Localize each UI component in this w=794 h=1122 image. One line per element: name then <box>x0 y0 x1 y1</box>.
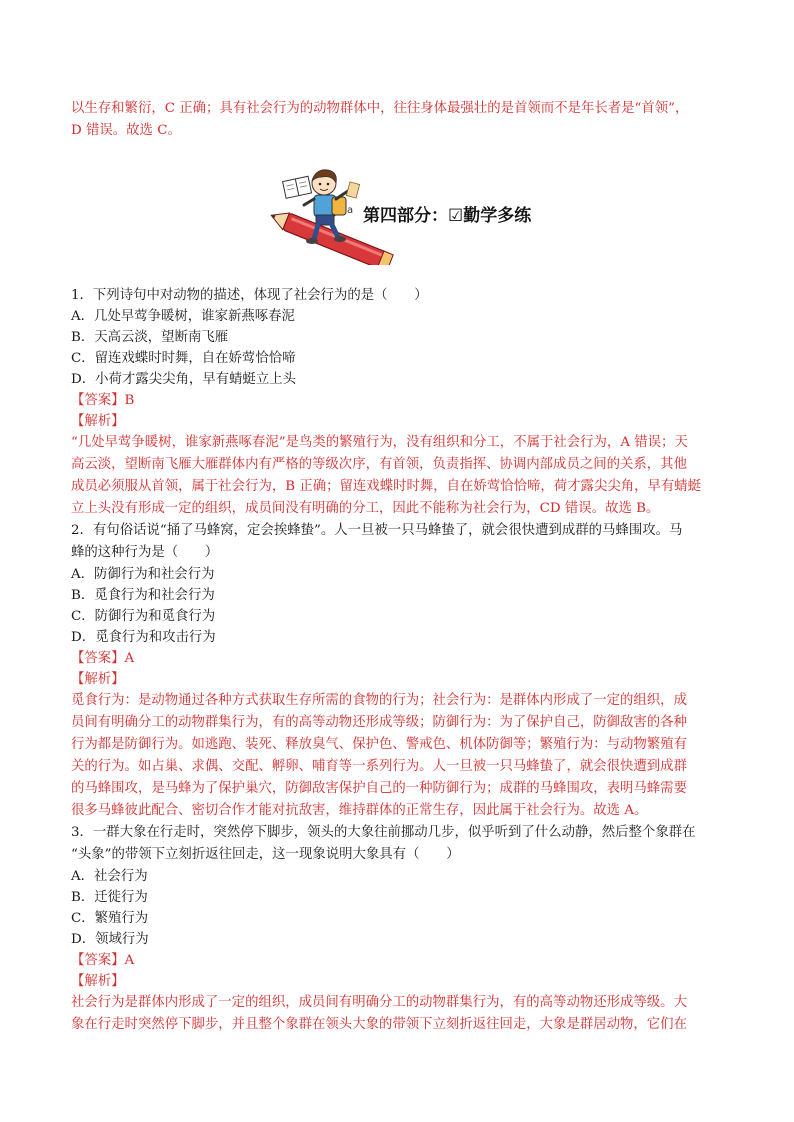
option-a: A．几处早莺争暖树，谁家新燕啄春泥 <box>71 309 295 324</box>
option-d: D．小荷才露尖尖角，早有蜻蜓立上头 <box>71 372 296 387</box>
analysis-line: 行为都是防御行为。如逃跑、装死、释放臭气、保护色、警戒色、机体防御等；繁殖行为：与动物繁殖有 <box>71 737 687 752</box>
analysis-line: 很多马蜂彼此配合、密切合作才能对抗敌害，维持群体的正常生存，因此属于社会行为。故选 A。 <box>71 803 648 818</box>
section-banner <box>262 165 562 265</box>
option-b: B．天高云淡，望断南飞雁 <box>71 330 229 345</box>
analysis-line: 高云淡，望断南飞雁大雁群体内有严格的等级次序，有首领，负责指挥、协调内部成员之间的关系，其他 <box>71 457 687 472</box>
question-stem: 1．下列诗句中对动物的描述，体现了社会行为的是（ ） <box>71 288 428 303</box>
option-d: D．觅食行为和攻击行为 <box>71 630 216 645</box>
banner-mark: a <box>347 205 354 216</box>
analysis-line: 关的行为。如占巢、求偶、交配、孵卵、哺育等一系列行为。人一旦被一只马蜂蛰了，就会很快遭到成群 <box>71 759 687 774</box>
analysis-line: 象在行走时突然停下脚步，并且整个象群在领头大象的带领下立刻折返往回走，大象是群居动物，它们在 <box>71 1017 687 1032</box>
analysis-label: 【解析】 <box>71 672 125 687</box>
answer-label: 【答案】B <box>71 393 135 408</box>
question-stem: 蜂的这种行为是（ ） <box>71 545 219 560</box>
question-stem: 3．一群大象在行走时，突然停下脚步，领头的大象往前挪动几步，似乎听到了什么动静，然后整个象群在 <box>71 825 696 840</box>
option-a: A．社会行为 <box>71 869 148 884</box>
option-b: B．觅食行为和社会行为 <box>71 588 215 603</box>
analysis-line: 的马蜂围攻，是马蜂为了保护巢穴，防御敌害保护自己的一种防御行为；成群的马蜂围攻，表明马蜂需要 <box>71 781 687 796</box>
analysis-line: 员间有明确分工的动物群集行为，有的高等动物还形成等级；防御行为：为了保护自己，防御敌害的各种 <box>71 715 687 730</box>
intro-line: 以生存和繁衍，C 正确；具有社会行为的动物群体中，往往身体最强壮的是首领而不是年长者是“首领”， <box>71 101 689 116</box>
analysis-line: 成员必须服从首领，属于社会行为，B 正确；留连戏蝶时时舞，自在娇莺恰恰啼，荷才露尖尖角，早有蜻蜓 <box>71 479 702 494</box>
question-stem: “头象”的带领下立刻折返往回走，这一现象说明大象具有（ ） <box>71 847 460 862</box>
option-b: B．迁徙行为 <box>71 890 148 905</box>
option-d: D．领域行为 <box>71 932 149 947</box>
section-title: 第四部分：☑勤学多练 <box>363 206 532 226</box>
option-c: C．繁殖行为 <box>71 911 149 926</box>
option-c: C．留连戏蝶时时舞，自在娇莺恰恰啼 <box>71 351 296 366</box>
question-stem: 2．有句俗话说“捅了马蜂窝，定会挨蜂蛰”。人一旦被一只马蜂蛰了，就会很快遭到成群的马蜂围攻。马 <box>71 523 683 538</box>
analysis-line: 立上头没有形成一定的组织，成员间没有明确的分工，因此不能称为社会行为，CD 错误。故选 B。 <box>71 501 660 516</box>
analysis-line: “几处早莺争暖树，谁家新燕啄春泥”是鸟类的繁殖行为，没有组织和分工，不属于社会行为，A 错误；天 <box>71 435 688 450</box>
analysis-label: 【解析】 <box>71 414 125 429</box>
answer-label: 【答案】A <box>71 651 135 666</box>
intro-line: D 错误。故选 C。 <box>71 123 181 138</box>
analysis-line: 觅食行为：是动物通过各种方式获取生存所需的食物的行为；社会行为：是群体内形成了一定的组织，成 <box>71 693 687 708</box>
option-a: A．防御行为和社会行为 <box>71 567 215 582</box>
analysis-line: 社会行为是群体内形成了一定的组织，成员间有明确分工的动物群集行为，有的高等动物还形成等级。大 <box>71 995 687 1010</box>
option-c: C．防御行为和觅食行为 <box>71 609 216 624</box>
analysis-label: 【解析】 <box>71 974 125 989</box>
answer-label: 【答案】A <box>71 953 135 968</box>
